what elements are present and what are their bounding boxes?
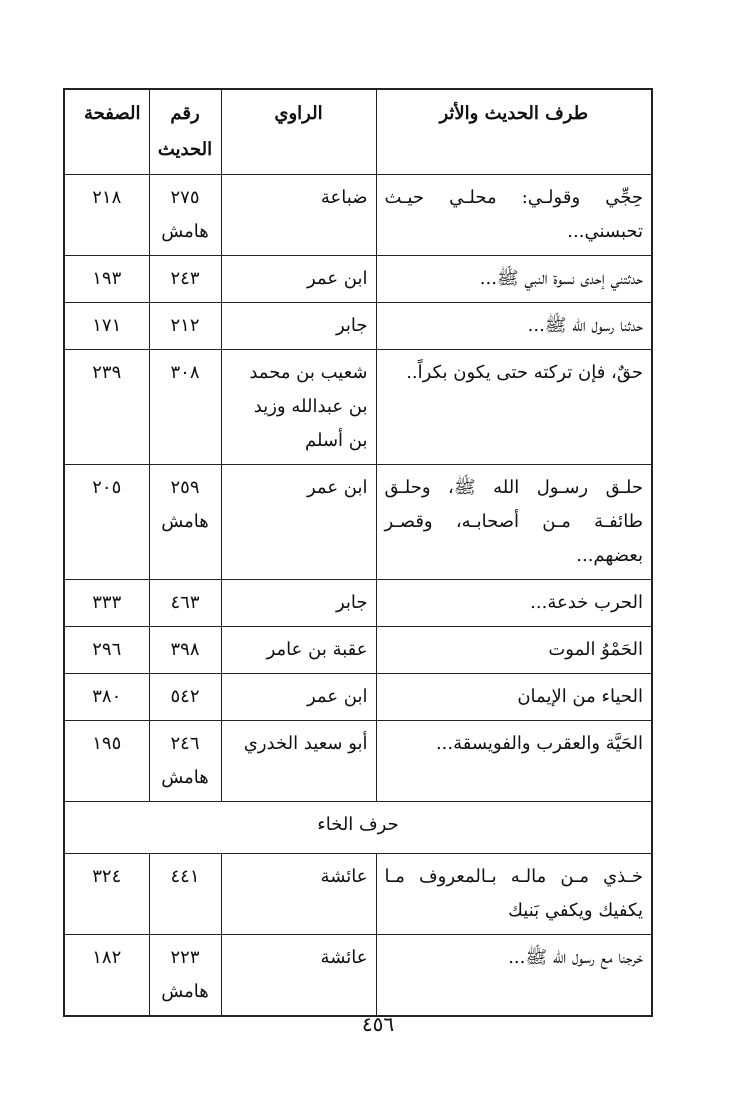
- table-row: [64, 674, 652, 721]
- table-row: [64, 721, 652, 802]
- hadith-number-value: ٢٧٥: [170, 187, 200, 208]
- narrator: عائشة: [221, 854, 376, 935]
- table-row: [64, 175, 652, 256]
- hadith-text: حِجِّي وقولـي: محلـي حيـث تحبسني...: [376, 175, 652, 256]
- narrator: شعيب بن محمد بن عبدالله وزيد بن أسلم: [221, 350, 376, 465]
- table-row: [64, 935, 652, 1017]
- narrator: عقبة بن عامر: [221, 627, 376, 674]
- footnote-marker: هامش: [161, 767, 209, 788]
- section-heading: حرف الخاء: [64, 802, 652, 854]
- footnote-marker: هامش: [161, 511, 209, 532]
- hadith-text: حدثتني إحدى نسوة النبي ﷺ...: [376, 256, 652, 303]
- narrator: أبو سعيد الخدري: [221, 721, 376, 802]
- hadith-text: حقٌ، فإن تركته حتى يكون بكراً..: [376, 350, 652, 465]
- hadith-text: خـذي مـن مالـه بـالمعروف مـا يكفيك ويكفي بَنيك: [376, 854, 652, 935]
- page-ref: ١٨٢: [64, 935, 149, 1017]
- narrator: ابن عمر: [221, 465, 376, 580]
- hadith-text: خرجنا مع رسول الله ﷺ...: [376, 935, 652, 1017]
- table-row: [64, 350, 652, 465]
- header-number: [149, 89, 221, 175]
- table-row: [64, 465, 652, 580]
- hadith-number: ٥٤٢: [149, 674, 221, 721]
- narrator: عائشة: [221, 935, 376, 1017]
- narrator: ضباعة: [221, 175, 376, 256]
- header-narrator: الراوي: [221, 89, 376, 175]
- hadith-text: الحَمْوُ الموت: [376, 627, 652, 674]
- narrator: ابن عمر: [221, 256, 376, 303]
- hadith-number-value: ٢٥٩: [170, 477, 200, 498]
- table-row: [64, 256, 652, 303]
- hadith-number: [149, 935, 221, 1017]
- page-ref: ٣٨٠: [64, 674, 149, 721]
- hadith-index-table-wrap: [63, 88, 651, 1017]
- header-text: طرف الحديث والأثر: [376, 89, 652, 175]
- table-row: [64, 854, 652, 935]
- hadith-number: ٢٤٣: [149, 256, 221, 303]
- page-ref: ٢١٨: [64, 175, 149, 256]
- page-ref: ٣٣٣: [64, 580, 149, 627]
- section-row: [64, 802, 652, 854]
- page-ref: ٢٠٥: [64, 465, 149, 580]
- hadith-text: حلـق رسـول الله ﷺ، وحلـق طائفـة مـن أصحابـه، وقصـر بعضهم...: [376, 465, 652, 580]
- hadith-text: الحياء من الإيمان: [376, 674, 652, 721]
- hadith-number: [149, 465, 221, 580]
- table-row: [64, 580, 652, 627]
- page-number: ٤٥٦: [361, 1012, 395, 1036]
- footnote-marker: هامش: [161, 221, 209, 242]
- table-row: [64, 627, 652, 674]
- hadith-number: ٣٩٨: [149, 627, 221, 674]
- hadith-number: ٤٦٣: [149, 580, 221, 627]
- header-row: [64, 89, 652, 175]
- header-number-line1: رقم: [170, 103, 200, 124]
- hadith-number: ٤٤١: [149, 854, 221, 935]
- narrator: جابر: [221, 580, 376, 627]
- header-number-line2: الحديث: [157, 139, 213, 160]
- hadith-number-value: ٢٢٣: [170, 947, 200, 968]
- hadith-number: ٣٠٨: [149, 350, 221, 465]
- hadith-number: [149, 175, 221, 256]
- narrator: ابن عمر: [221, 674, 376, 721]
- narrator: جابر: [221, 303, 376, 350]
- page-ref: ١٩٥: [64, 721, 149, 802]
- footnote-marker: هامش: [161, 981, 209, 1002]
- hadith-text: حدثنا رسول الله ﷺ...: [376, 303, 652, 350]
- hadith-text: الحَيَّة والعقرب والفويسقة...: [376, 721, 652, 802]
- page-ref: ١٩٣: [64, 256, 149, 303]
- page-ref: ٢٩٦: [64, 627, 149, 674]
- page-ref: ٢٣٩: [64, 350, 149, 465]
- hadith-number-value: ٢٤٦: [170, 733, 200, 754]
- page-ref: ١٧١: [64, 303, 149, 350]
- page-ref: ٣٢٤: [64, 854, 149, 935]
- hadith-number: ٢١٢: [149, 303, 221, 350]
- table-row: [64, 303, 652, 350]
- header-page: الصفحة: [64, 89, 149, 175]
- hadith-text: الحرب خدعة...: [376, 580, 652, 627]
- hadith-number: [149, 721, 221, 802]
- hadith-index-table: [63, 88, 653, 1017]
